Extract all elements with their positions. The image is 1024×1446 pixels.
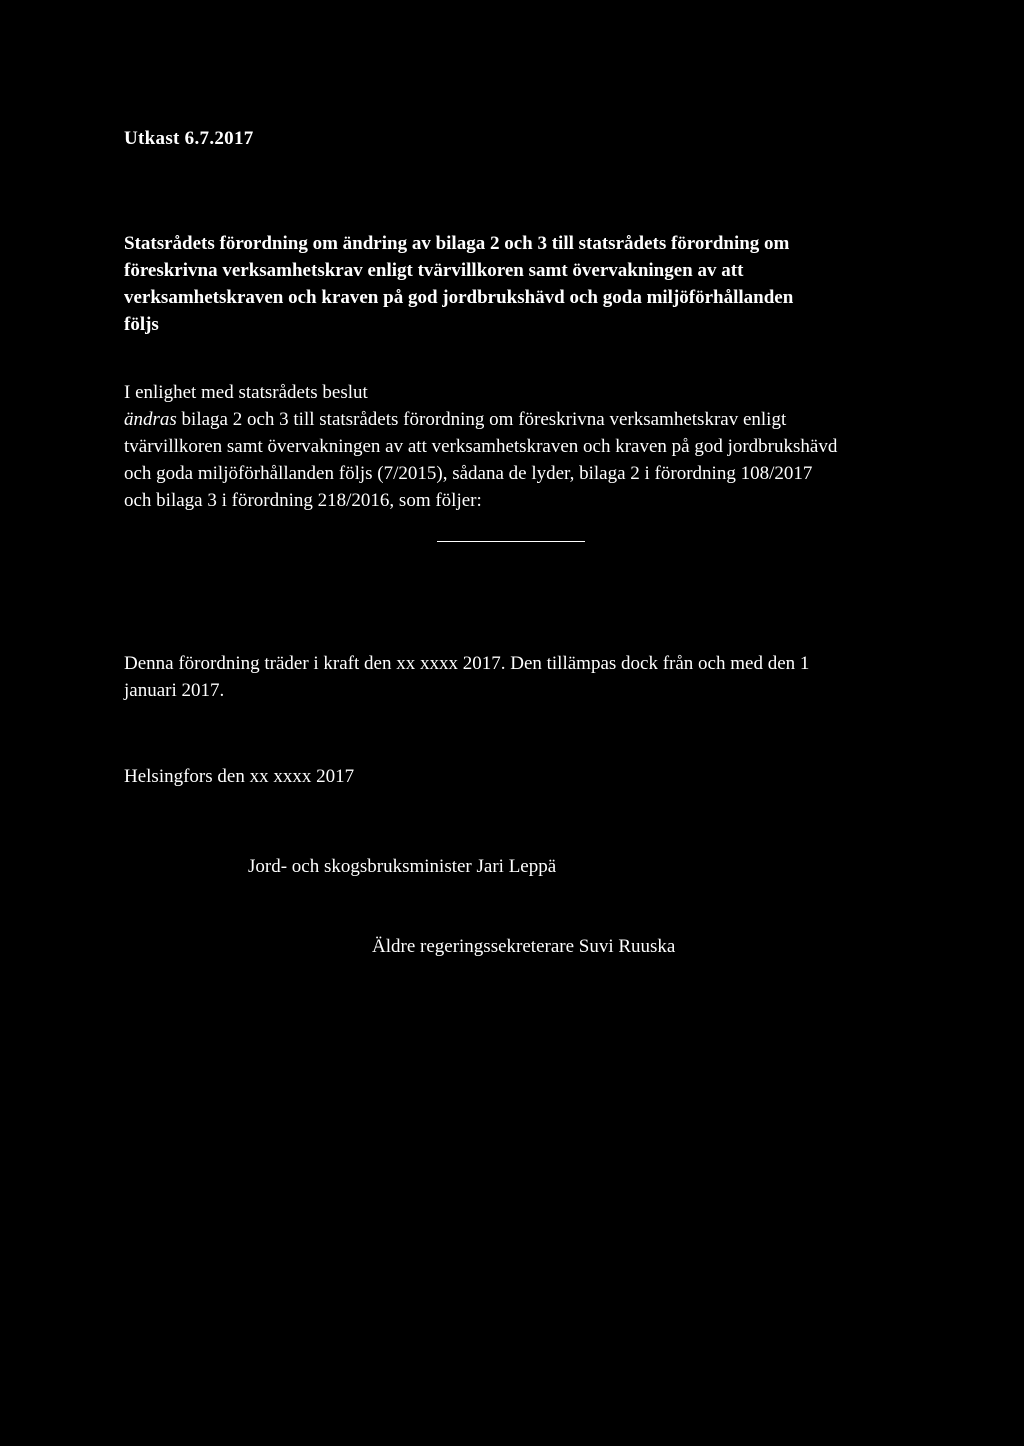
preamble-intro: I enlighet med statsrådets beslut [124,382,368,403]
section-separator [437,541,585,542]
place-and-date: Helsingfors den xx xxxx 2017 [124,766,355,787]
title-line: föreskrivna verksamhetskrav enligt tvärvillkoren samt övervakningen av att [124,260,744,281]
document-title [124,230,884,338]
title-line: verksamhetskraven och kraven på god jordbrukshävd och goda miljöförhållanden [124,287,794,308]
preamble-line: och bilaga 3 i förordning 218/2016, som följer: [124,490,482,511]
entry-into-force-line: januari 2017. [124,680,225,701]
entry-into-force-paragraph [124,650,894,704]
preamble-line [124,406,894,433]
draft-label: Utkast 6.7.2017 [124,128,254,149]
secretary-signature: Äldre regeringssekreterare Suvi Ruuska [372,936,676,957]
minister-signature: Jord- och skogsbruksminister Jari Leppä [248,856,557,877]
title-line: Statsrådets förordning om ändring av bilaga 2 och 3 till statsrådets förordning om [124,233,790,254]
preamble-emphasis: ändras [124,409,177,430]
preamble-line: och goda miljöförhållanden följs (7/2015), sådana de lyder, bilaga 2 i förordning 108/2017 [124,463,813,484]
title-line: följs [124,314,159,335]
preamble-paragraph [124,379,894,514]
preamble-line-rest: bilaga 2 och 3 till statsrådets förordning om föreskrivna verksamhetskrav enligt [176,409,787,430]
entry-into-force-line: Denna förordning träder i kraft den xx xxxx 2017. Den tillämpas dock från och med den 1 [124,653,810,674]
preamble-line: tvärvillkoren samt övervakningen av att verksamhetskraven och kraven på god jordbrukshävd [124,436,838,457]
